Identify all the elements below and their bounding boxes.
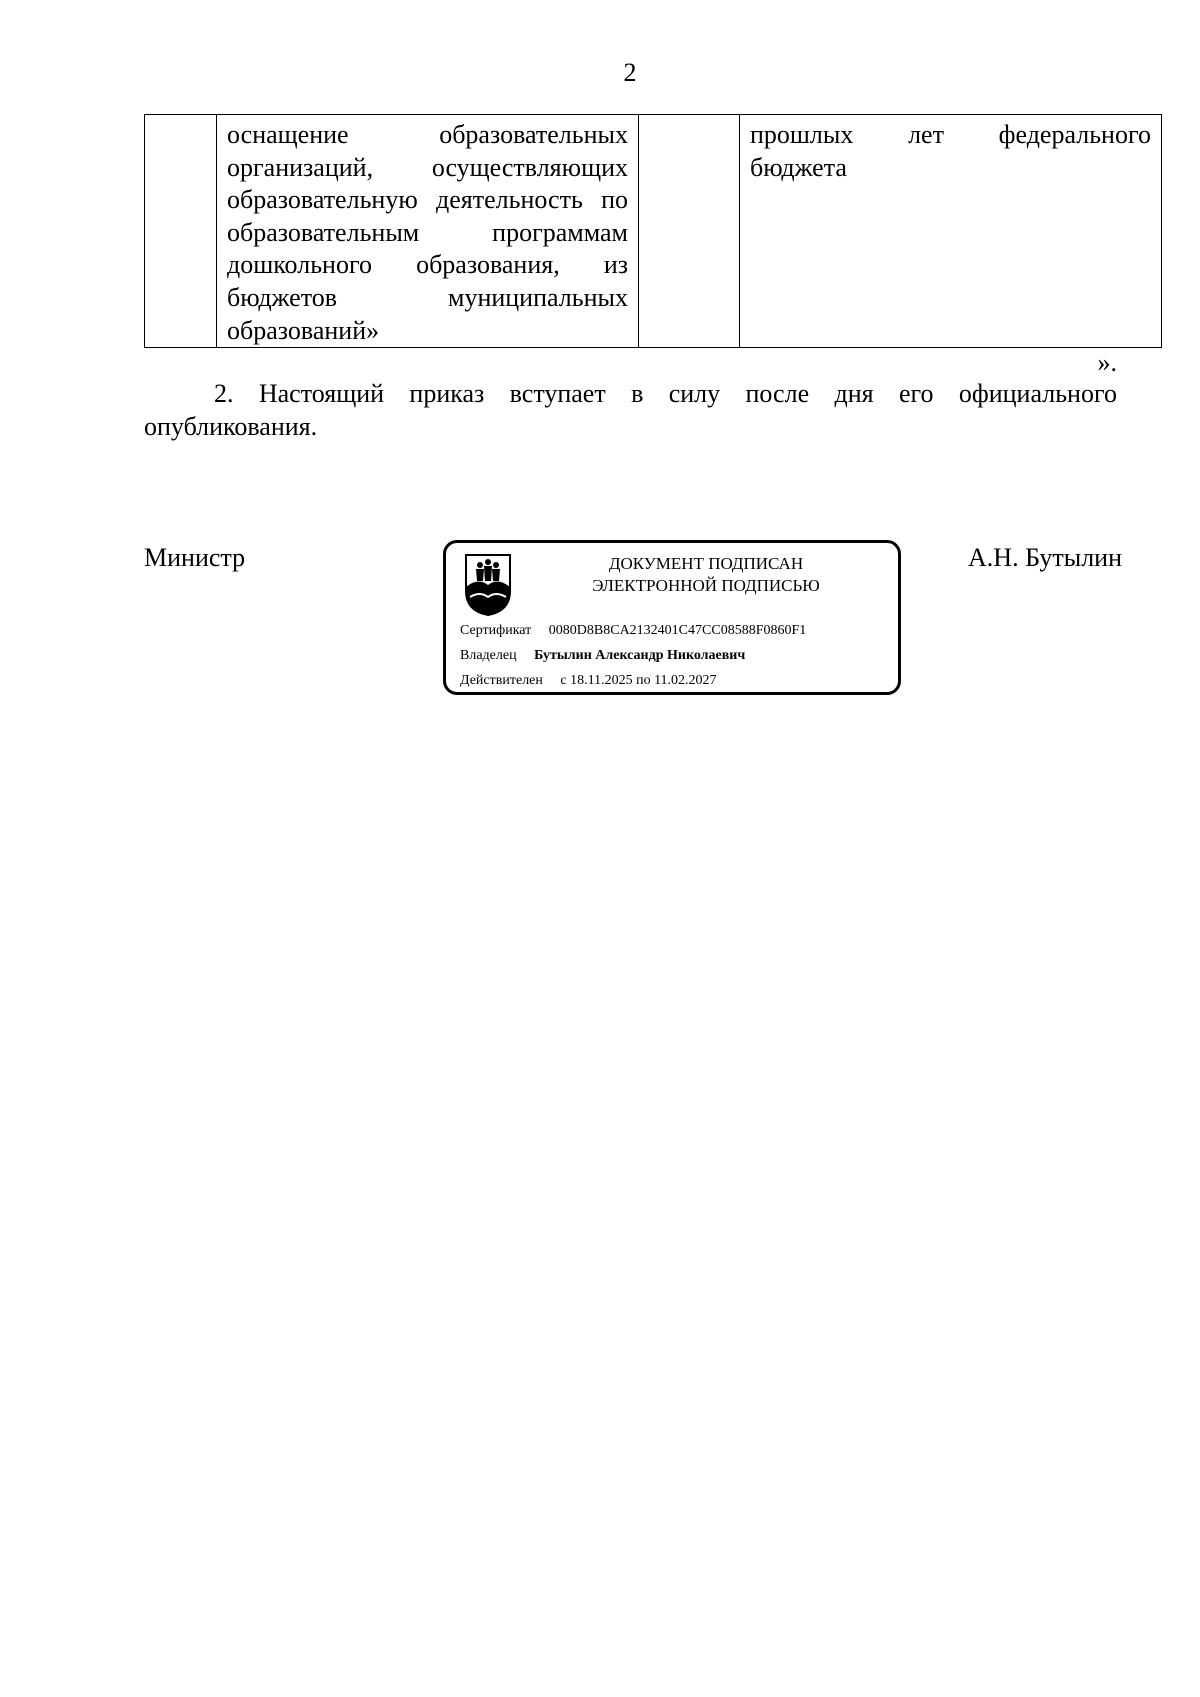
electronic-signature-stamp: [443, 540, 901, 695]
table-cell-description-text: оснащение образовательных организаций, осуществляющих образовательную деятельность по образовательным программам дошкольного образования, из бюджетов муниципальных образований»: [227, 120, 628, 345]
page-number: 2: [623, 58, 637, 87]
stamp-validity-value: с 18.11.2025 по 11.02.2027: [560, 673, 717, 688]
closing-quote: ».: [1097, 348, 1117, 377]
stamp-validity-row: [460, 672, 717, 690]
signatory-name: А.Н. Бутылин: [968, 543, 1122, 572]
signatory-position: Министр: [144, 543, 246, 572]
table-cell-code: [639, 115, 740, 348]
table-cell-description: [217, 115, 639, 348]
stamp-certificate-value: 0080D8B8CA2132401C47CC08588F0860F1: [548, 623, 807, 638]
table-cell-source-text: прошлых лет федерального бюджета: [750, 120, 1151, 182]
stamp-title-line1: ДОКУМЕНТ ПОДПИСАН: [608, 554, 804, 573]
stamp-title-line2: ЭЛЕКТРОННОЙ ПОДПИСЬЮ: [592, 576, 820, 595]
coat-of-arms-icon: [464, 551, 512, 617]
table-cell-source: [740, 115, 1162, 348]
table-row: [145, 115, 1162, 348]
stamp-owner-row: [460, 647, 745, 665]
order-paragraph: 2. Настоящий приказ вступает в силу после дня его официального опубликования.: [144, 379, 1117, 441]
continuation-table: [144, 114, 1162, 348]
stamp-validity-label: Действителен: [460, 673, 543, 688]
stamp-certificate-label: Сертификат: [460, 623, 532, 638]
stamp-owner-value: Бутылин Александр Николаевич: [534, 648, 746, 663]
stamp-title: [556, 553, 856, 597]
table-cell-number: [145, 115, 217, 348]
stamp-owner-label: Владелец: [460, 648, 517, 663]
stamp-certificate-row: [460, 622, 806, 640]
